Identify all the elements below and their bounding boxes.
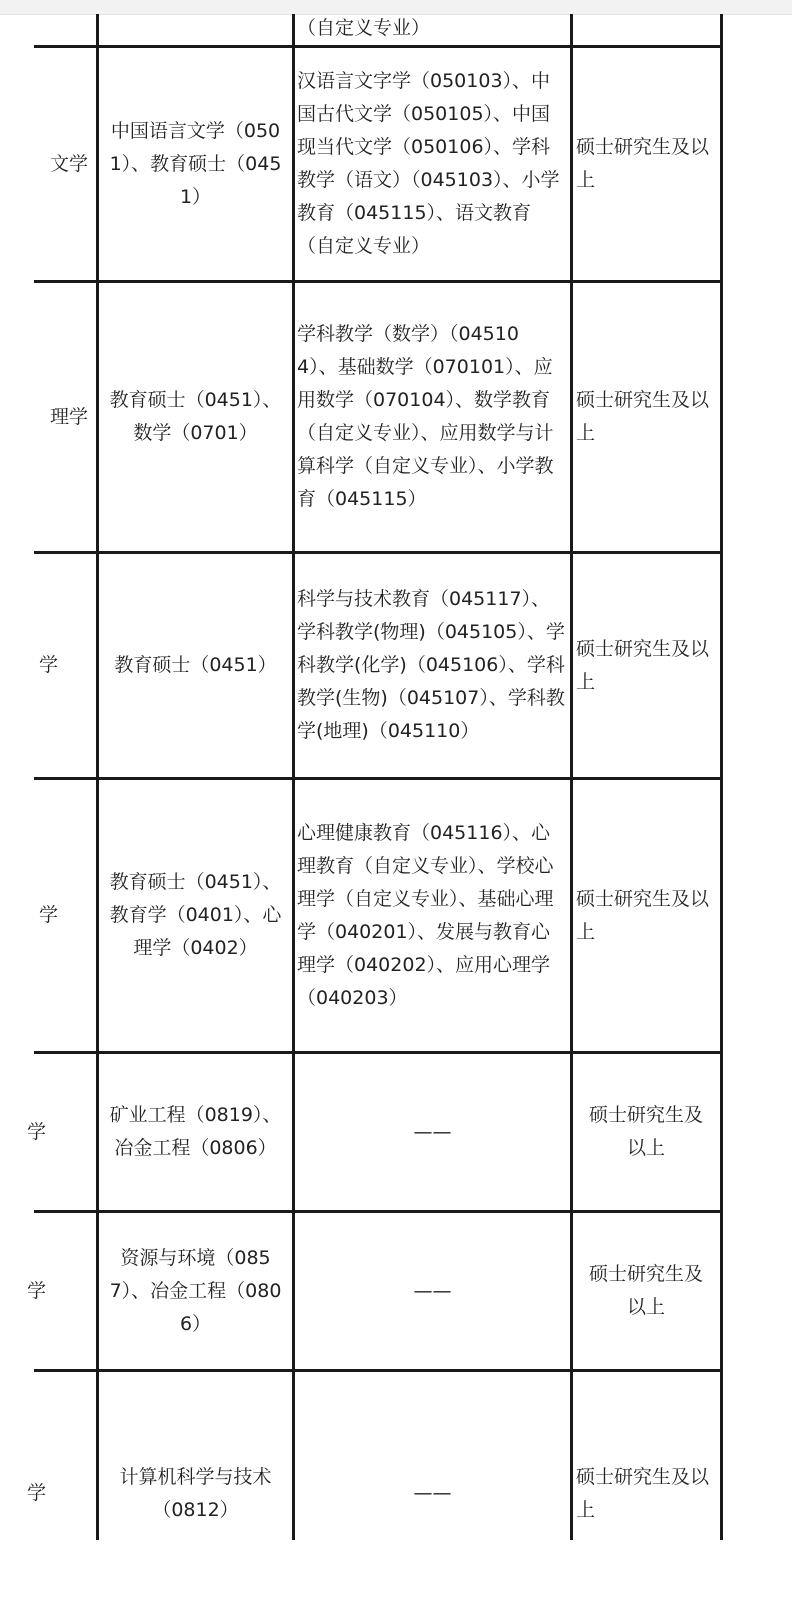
degree-cell-wrap (573, 554, 720, 777)
degree-cell-wrap (573, 1213, 720, 1369)
table-row (0, 1372, 96, 1615)
table-row (0, 283, 96, 551)
table-row (0, 48, 96, 280)
major-cell: 资源与环境（085 7）、冶金工程（080 6） (109, 1246, 282, 1335)
major-cell: 矿业工程（0819）、冶金工程（0806） (109, 1104, 282, 1159)
specifics-cell: 学科教学（数学）（04510 4）、基础数学（070101）、应用数学（070104）、数学教育（自定义专业）、应用数学与计算科学（自定义专业）、小学教育（045115） (297, 323, 554, 510)
major-cell-wrap (99, 780, 292, 1051)
major-cell: 中国语言文学（050 1）、教育硕士（045 1） (109, 119, 282, 208)
degree-cell-wrap (573, 1372, 720, 1615)
degree-cell: 硕士研究生及以上 (576, 136, 710, 191)
degree-cell-wrap (573, 48, 720, 280)
major-cell: 计算机科学与技术（0812） (119, 1465, 272, 1521)
specifics-cell-wrap (295, 1213, 570, 1369)
major-cell: 教育硕士（0451）、数学（0701） (109, 389, 282, 444)
specifics-cell-wrap (295, 1372, 570, 1615)
major-cell: 教育硕士（0451） (114, 654, 277, 676)
specifics-cell: 科学与技术教育（045117）、学科教学(物理)（045105）、学科教学(化学)（045106）、学科教学(生物)（045107）、学科教学(地理)（045110） (297, 588, 565, 742)
specifics-cell: —— (413, 1482, 452, 1504)
degree-cell: 硕士研究生及以上 (576, 389, 710, 444)
degree-cell-wrap (573, 1054, 720, 1210)
discipline-cell: 学 (38, 654, 58, 676)
degree-cell: 硕士研究生及以上 (588, 1263, 703, 1318)
degree-cell: 硕士研究生及以上 (576, 887, 710, 943)
specifics-cell: —— (413, 1120, 452, 1143)
specifics-cell-wrap (295, 283, 570, 551)
table-row (0, 1054, 96, 1210)
discipline-cell: 理学 (49, 405, 88, 428)
specifics-cell-wrap (295, 554, 570, 777)
major-cell-wrap (99, 554, 292, 777)
major-cell-wrap (99, 1372, 292, 1615)
discipline-cell: 学 (26, 1482, 46, 1504)
degree-cell-wrap (573, 283, 720, 551)
degree-cell-wrap (573, 780, 720, 1051)
discipline-cell: 学 (26, 1120, 46, 1143)
major-cell-wrap (99, 283, 292, 551)
specifics-cell: 心理健康教育（045116）、心理教育（自定义专业）、学校心理学（自定义专业）、基础心理学（040201）、发展与教育心理学（040202）、应用心理学（040203） (297, 821, 554, 1009)
specifics-cell-top-fragment: （自定义专业） (297, 17, 431, 39)
major-cell-wrap (99, 48, 292, 280)
specifics-cell-wrap (295, 48, 570, 280)
specifics-cell: 汉语言文字学（050103）、中国古代文学（050105）、中国现当代文学（050106）、学科教学（语文）（045103）、小学教育（045115）、语文教育（自定义专业） (297, 70, 560, 257)
discipline-cell: 学 (38, 904, 58, 926)
degree-cell: 硕士研究生及以上 (588, 1104, 703, 1159)
major-cell-wrap (99, 1054, 292, 1210)
discipline-cell: 文学 (49, 152, 88, 175)
table-row (0, 780, 96, 1051)
table-row (0, 1213, 96, 1369)
degree-cell: 硕士研究生及以上 (576, 637, 710, 693)
specifics-cell-wrap (295, 780, 570, 1051)
degree-cell: 硕士研究生及以上 (576, 1465, 710, 1521)
table-row (0, 554, 96, 777)
discipline-cell: 学 (26, 1279, 46, 1302)
major-cell: 教育硕士（0451）、教育学（0401）、心理学（0402） (109, 871, 282, 959)
specifics-cell-wrap (295, 1054, 570, 1210)
major-cell-wrap (99, 1213, 292, 1369)
specifics-cell: —— (413, 1279, 452, 1302)
